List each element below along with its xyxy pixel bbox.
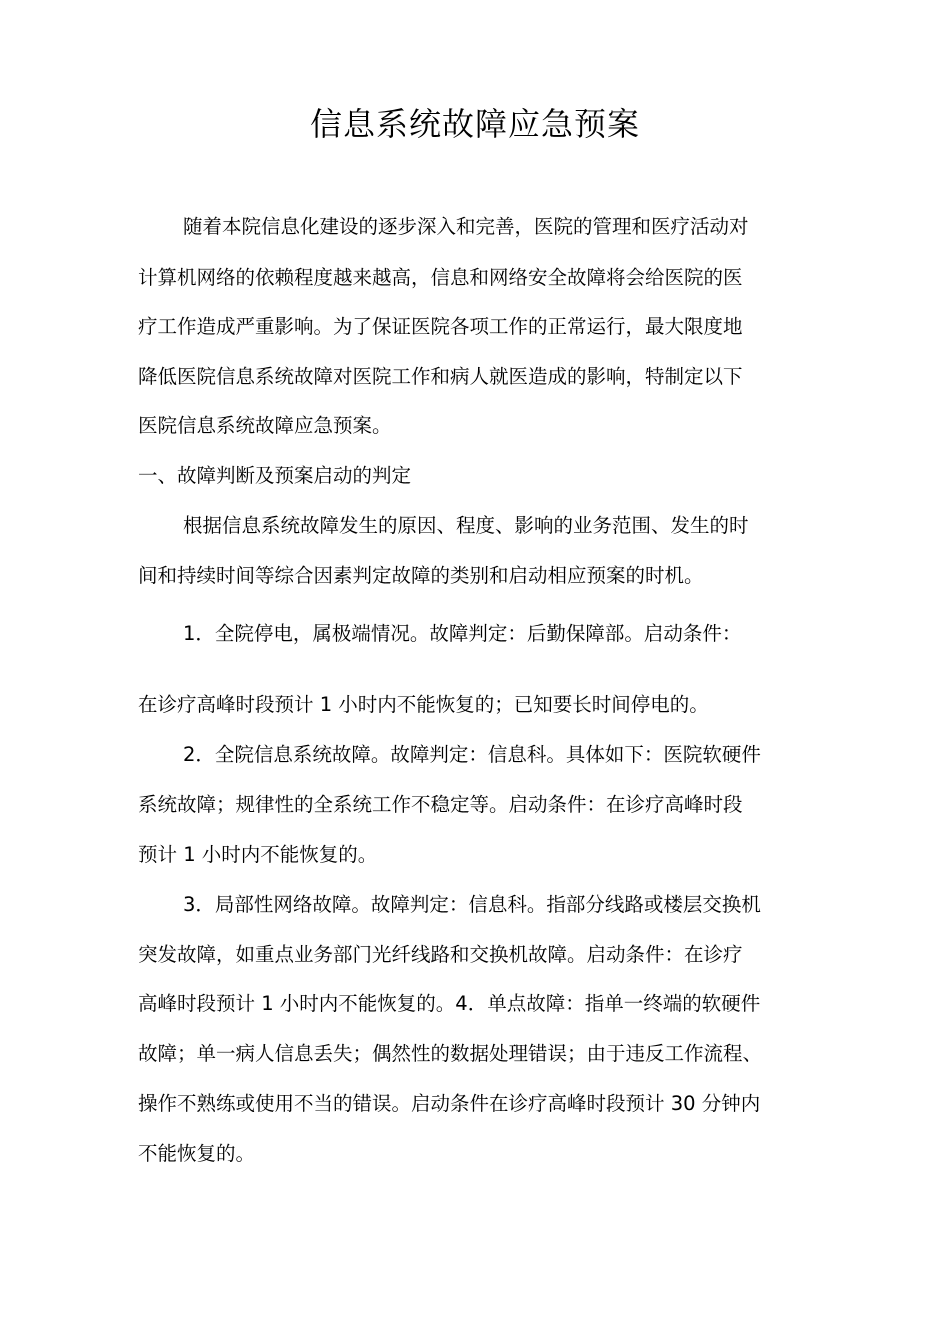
list-item-2: 2．全院信息系统故障。故障判定：信息科。具体如下：医院软硬件 [183, 743, 761, 766]
document-title: 信息系统故障应急预案 [309, 105, 640, 143]
text-line: 医院信息系统故障应急预案。 [138, 414, 392, 437]
text-line: 根据信息系统故障发生的原因、程度、影响的业务范围、发生的时 [183, 514, 749, 537]
text-line: 在诊疗高峰时段预计 1 小时内不能恢复的；已知要长时间停电的。 [138, 693, 709, 716]
text-line: 间和持续时间等综合因素判定故障的类别和启动相应预案的时机。 [138, 564, 704, 587]
text-line: 降低医院信息系统故障对医院工作和病人就医造成的影响，特制定以下 [138, 365, 743, 388]
text-line: 高峰时段预计 1 小时内不能恢复的。4．单点故障：指单一终端的软硬件 [138, 992, 761, 1015]
text-line: 操作不熟练或使用不当的错误。启动条件在诊疗高峰时段预计 30 分钟内 [138, 1092, 761, 1115]
list-item-1: 1．全院停电，属极端情况。故障判定：后勤保障部。启动条件： [183, 622, 742, 645]
list-item-3: 3．局部性网络故障。故障判定：信息科。指部分线路或楼层交换机 [183, 893, 761, 916]
text-line: 不能恢复的。 [138, 1142, 256, 1165]
text-line: 突发故障，如重点业务部门光纤线路和交换机故障。启动条件：在诊疗 [138, 943, 743, 966]
text-line: 计算机网络的依赖程度越来越高，信息和网络安全故障将会给医院的医 [138, 266, 743, 289]
text-line: 系统故障；规律性的全系统工作不稳定等。启动条件：在诊疗高峰时段 [138, 793, 743, 816]
text-line: 随着本院信息化建设的逐步深入和完善，医院的管理和医疗活动对 [183, 215, 749, 238]
text-line: 预计 1 小时内不能恢复的。 [138, 843, 378, 866]
section-heading: 一、故障判断及预案启动的判定 [138, 464, 412, 487]
text-line: 疗工作造成严重影响。为了保证医院各项工作的正常运行，最大限度地 [138, 315, 743, 338]
text-line: 故障；单一病人信息丢失；偶然性的数据处理错误；由于违反工作流程、 [138, 1042, 763, 1065]
